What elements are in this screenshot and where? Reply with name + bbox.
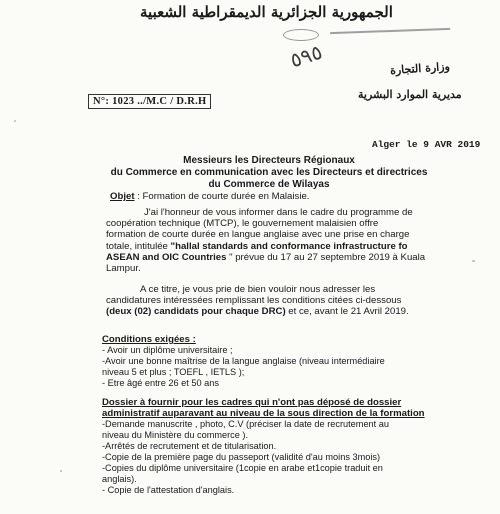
condition-item: - Avoir un diplôme universitaire ;: [102, 345, 233, 355]
document-item: - Copie de l'attestation d'anglais.: [102, 485, 235, 495]
reference-number: N°: 1023 ../M.C / D.R.H: [88, 94, 211, 109]
emblem-mark: [283, 29, 319, 41]
document-item: -Copies du diplôme universitaire (1copie en arabe et1copie traduit en: [102, 463, 383, 473]
object-line: [110, 191, 309, 202]
document-item: -Copie de la première page du passeport (validité d'au moins 3mois): [102, 452, 381, 462]
letter-date: Alger le 9 AVR 2019: [372, 139, 481, 150]
paragraph-2-line: A ce titre, je vous prie de bien vouloir nous adresser les: [140, 284, 376, 295]
paragraph-2-line: candidatures intéressées remplissant les conditions citées ci-dessous: [106, 295, 402, 307]
paragraph-2-line: [106, 306, 409, 317]
training-title-prefix: totale, intitulée: [106, 240, 171, 252]
paragraph-1-line: [106, 252, 425, 263]
scan-speck: [14, 120, 16, 122]
addressee-line-2: du Commerce en communication avec les Directeurs et directrices: [110, 167, 428, 178]
object-label: Objet: [110, 191, 135, 202]
document-item: -Demande manuscrite , photo, C.V (préciser la date de recrutement au: [102, 419, 389, 429]
header-scribble: [330, 20, 450, 34]
conditions-section: [102, 334, 385, 389]
paragraph-1-line: J'ai l'honneur de vous informer dans le cadre du programme de: [144, 207, 413, 218]
ministry-arabic: وزارة التجارة: [389, 59, 451, 78]
training-dates: " prévue du 17 au 27 septembre 2019 à Kuala: [226, 251, 426, 263]
candidate-count: (deux (02) candidats pour chaque DRC): [106, 306, 286, 318]
addressee-line-1: Messieurs les Directeurs Régionaux: [183, 155, 355, 166]
addressee-line-3: du Commerce de Wilayas: [208, 179, 330, 190]
paragraph-1-line: [106, 241, 425, 252]
object-text: : Formation de courte durée en Malaisie.: [137, 191, 310, 202]
condition-item: niveau 5 et plus ; TOEFL , IETLS );: [102, 367, 245, 377]
directorate-arabic: مديرية الموارد البشرية: [358, 88, 462, 101]
handwritten-annotation: ٥٩٥: [287, 39, 326, 73]
scan-speck: [472, 260, 475, 262]
paragraph-1-line: formation de courte durée en langue anglaise avec une prise en charge: [106, 229, 410, 241]
documents-title-line-1: Dossier à fournir pour les cadres qui n'ont pas déposé de dossier: [102, 397, 402, 408]
paragraph-1-line: Lampur.: [106, 263, 141, 275]
document-item: niveau du Ministère du commerce ).: [102, 430, 249, 440]
scan-speck: [60, 470, 62, 472]
paragraph-2: [106, 284, 409, 318]
deadline: et ce, avant le 21 Avril 2019.: [285, 306, 409, 318]
paragraph-1: [106, 207, 425, 274]
document-item: -Arrêtés de recrutement et de titularisation.: [102, 441, 277, 451]
condition-item: - Etre âgé entre 26 et 50 ans: [102, 378, 219, 388]
documents-title-line-2: administratif auparavant au niveau de la sous direction de la formation: [102, 408, 425, 419]
documents-section: [102, 397, 425, 496]
training-title-end: ASEAN and OIC Countries: [106, 251, 227, 263]
document-item: anglais).: [102, 474, 137, 484]
training-title: "hallal standards and conformance infrastructure fo: [170, 240, 408, 252]
conditions-title: Conditions exigées :: [102, 334, 196, 345]
country-name-arabic: الجمهورية الجزائرية الديمقراطية الشعبية: [140, 3, 393, 21]
condition-item: -Avoir une bonne maîtrise de la langue anglaise (niveau intermédiaire: [102, 356, 385, 366]
paragraph-1-line: coopération technique (MTCP), le gouvernement malaisien offre: [106, 218, 379, 230]
